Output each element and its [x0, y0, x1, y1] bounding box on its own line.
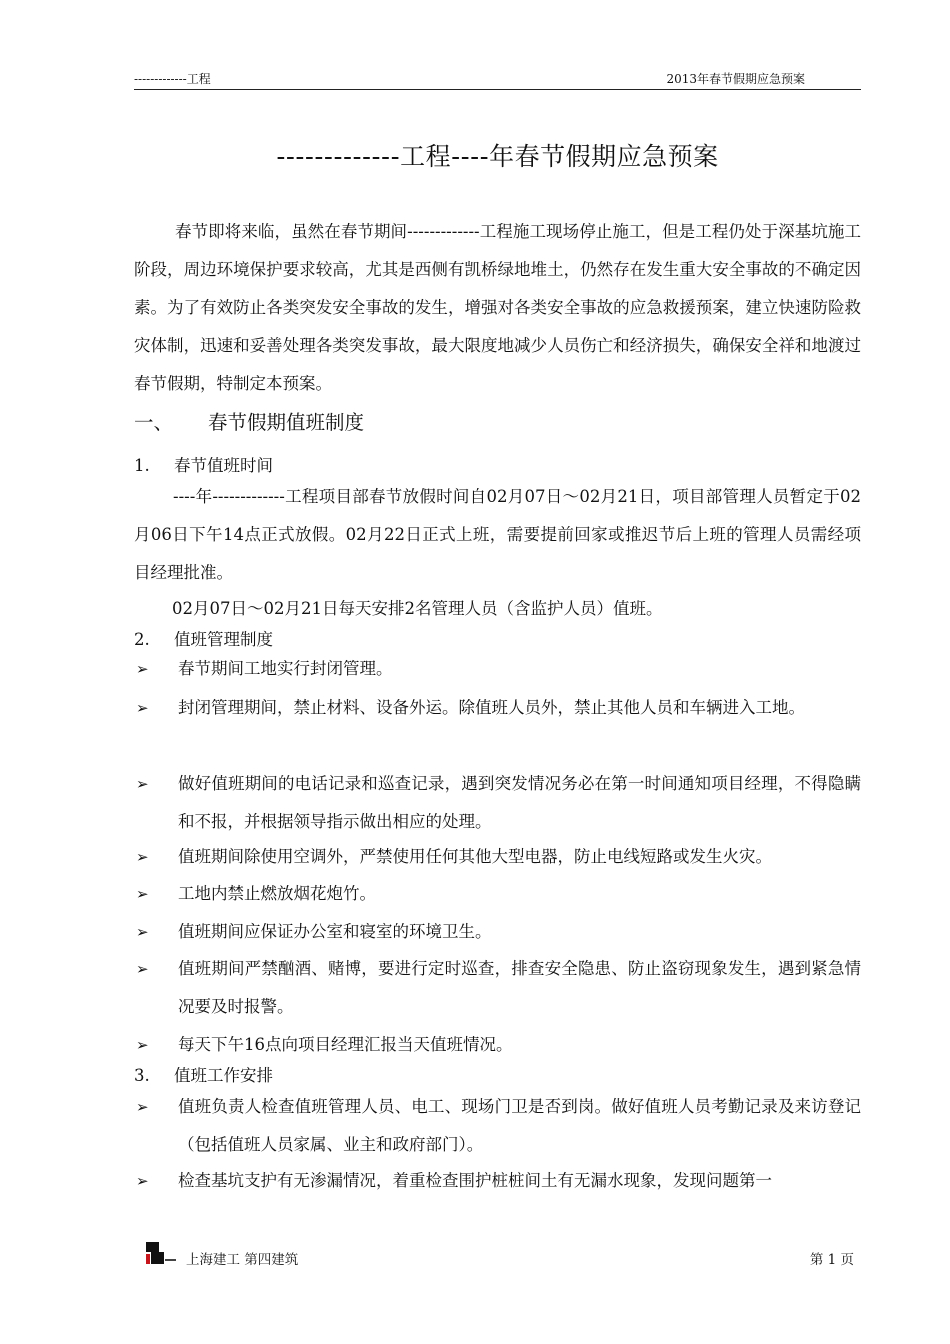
header-document-title: 2013年春节假期应急预案 [666, 72, 805, 86]
subsection-number: 3. [134, 1066, 150, 1085]
holiday-schedule-paragraph: ----年-------------工程项目部春节放假时间自02月07日～02月21日，项目部管理人员暂定于02月06日下午14点正式放假。02月22日正式上班，需要提前回家或推迟节后上班的管理人员需经项目经理批准。 [134, 487, 861, 582]
arrow-bullet-icon: ➢ [136, 885, 149, 903]
section-heading-1 [134, 408, 364, 438]
header-project-name: -------------工程 [134, 72, 211, 86]
subsection-heading-1 [134, 454, 273, 478]
list-item: ➢ 春节期间工地实行封闭管理。 [134, 650, 861, 688]
list-item: ➢ 值班负责人检查值班管理人员、电工、现场门卫是否到岗。做好值班人员考勤记录及来访登记（包括值班人员家属、业主和政府部门）。 [134, 1088, 861, 1164]
subsection-title: 值班管理制度 [174, 630, 273, 649]
subsection-number: 2. [134, 630, 150, 649]
footer-company-name: 上海建工 第四建筑 [186, 1252, 299, 1268]
duty-staff-paragraph: 02月07日～02月21日每天安排2名管理人员（含监护人员）值班。 [172, 599, 663, 618]
subsection-title: 值班工作安排 [174, 1066, 273, 1085]
arrow-bullet-icon: ➢ [136, 960, 149, 978]
page-footer [134, 1240, 861, 1270]
section-title: 春节假期值班制度 [208, 411, 365, 434]
arrow-bullet-icon: ➢ [136, 1036, 149, 1054]
subsection-number: 1. [134, 456, 150, 475]
section-number: 一、 [134, 411, 174, 434]
document-title: -------------工程----年春节假期应急预案 [276, 142, 719, 171]
list-item: ➢ 检查基坑支护有无渗漏情况，着重检查围护桩桩间土有无漏水现象，发现问题第一 [134, 1162, 861, 1200]
list-item: ➢ 做好值班期间的电话记录和巡查记录，遇到突发情况务必在第一时间通知项目经理，不得隐瞒和不报，并根据领导指示做出相应的处理。 [134, 765, 861, 841]
arrow-bullet-icon: ➢ [136, 923, 149, 941]
arrow-bullet-icon: ➢ [136, 1098, 149, 1116]
list-item: ➢ 工地内禁止燃放烟花炮竹。 [134, 875, 861, 913]
page-header [134, 72, 861, 90]
arrow-bullet-icon: ➢ [136, 699, 149, 717]
arrow-bullet-icon: ➢ [136, 775, 149, 793]
arrow-bullet-icon: ➢ [136, 660, 149, 678]
subsection-heading-2 [134, 628, 273, 652]
arrow-bullet-icon: ➢ [136, 1172, 149, 1190]
company-logo-icon [145, 1240, 177, 1266]
list-item: ➢ 值班期间应保证办公室和寝室的环境卫生。 [134, 913, 861, 951]
intro-paragraph: 春节即将来临，虽然在春节期间-------------工程施工现场停止施工，但是工程仍处于深基坑施工阶段，周边环境保护要求较高，尤其是西侧有凯桥绿地堆土，仍然存在发生重大安全事故的不确定因素。为了有效防止各类突发安全事故的发生，增强对各类安全事故的应急救援预案，建立快速防险救灾体制，迅速和妥善处理各类突发事故，最大限度地减少人员伤亡和经济损失，确保安全祥和地渡过春节假期，特制定本预案。 [134, 222, 861, 393]
footer-page-number: 第 1 页 [809, 1252, 854, 1268]
list-item: ➢ 值班期间除使用空调外，严禁使用任何其他大型电器，防止电线短路或发生火灾。 [134, 838, 861, 876]
arrow-bullet-icon: ➢ [136, 848, 149, 866]
list-item: ➢ 值班期间严禁酗酒、赌博，要进行定时巡查，排查安全隐患、防止盗窃现象发生，遇到紧急情况要及时报警。 [134, 950, 861, 1026]
subsection-heading-3 [134, 1064, 273, 1088]
list-item: ➢ 封闭管理期间，禁止材料、设备外运。除值班人员外，禁止其他人员和车辆进入工地。 [134, 689, 861, 727]
subsection-title: 春节值班时间 [174, 456, 273, 475]
list-item: ➢ 每天下午16点向项目经理汇报当天值班情况。 [134, 1026, 861, 1064]
